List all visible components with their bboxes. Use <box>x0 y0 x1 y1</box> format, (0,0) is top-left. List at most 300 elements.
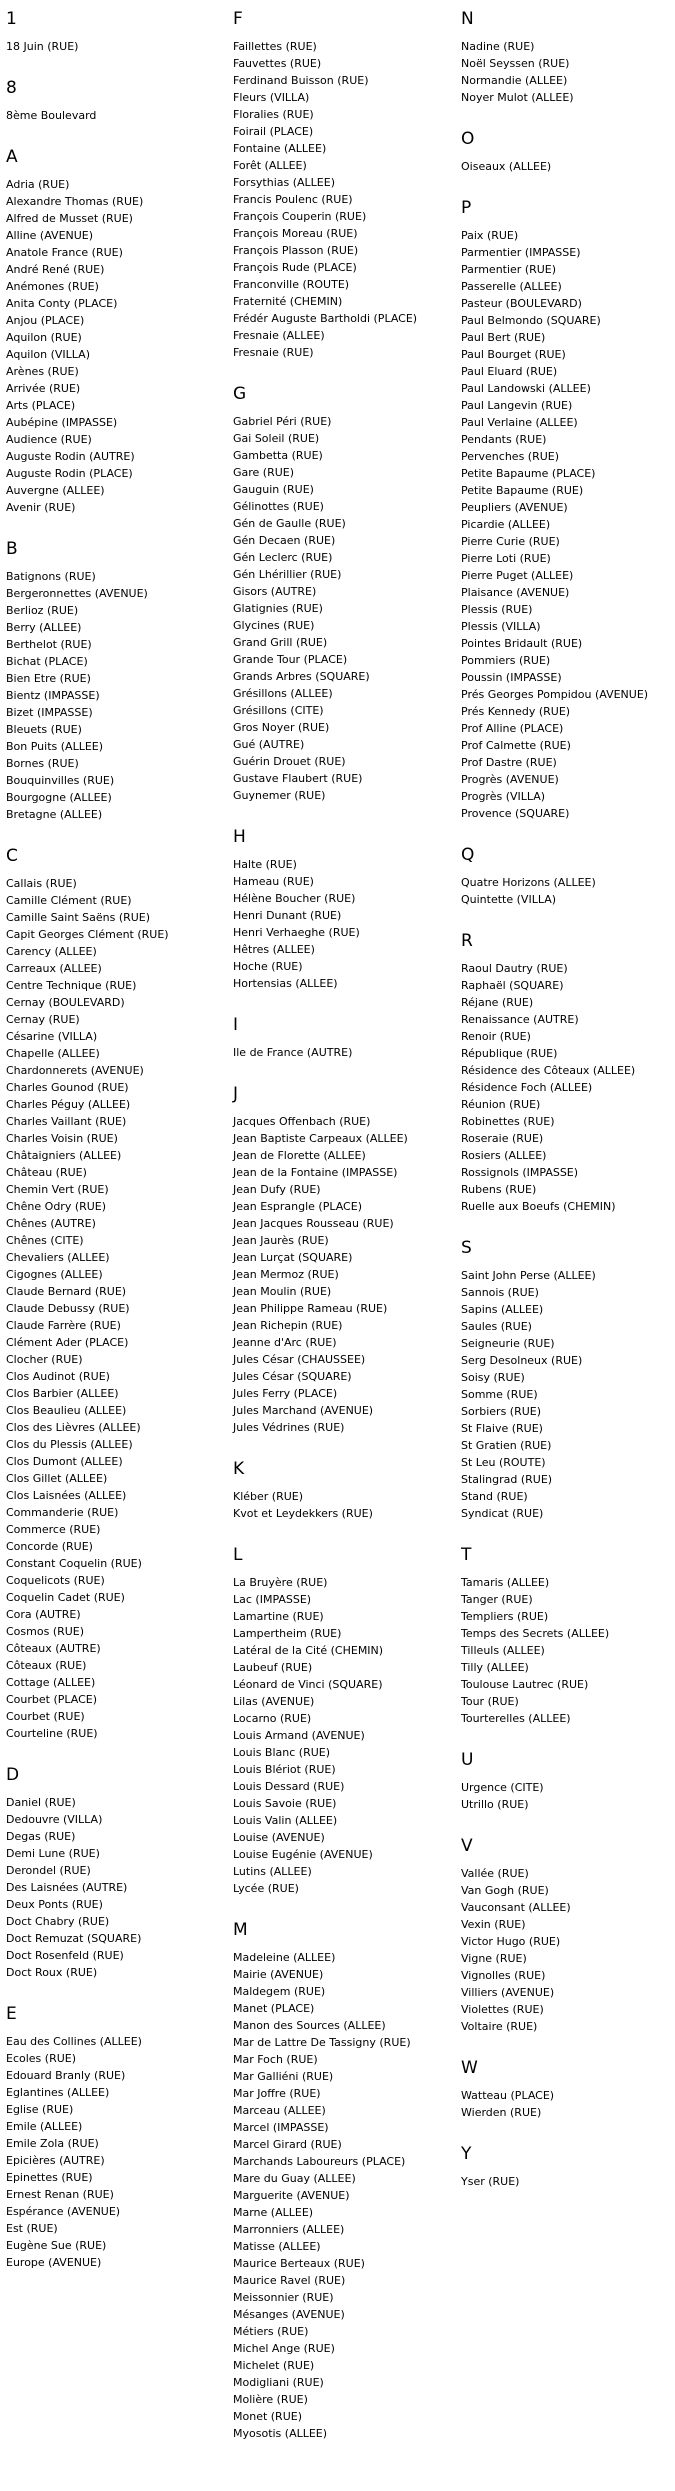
street-link[interactable]: Violettes (RUE) <box>461 2003 544 2016</box>
street-link[interactable]: Clos Dumont (ALLEE) <box>6 1455 123 1468</box>
street-link[interactable]: Cora (AUTRE) <box>6 1608 81 1621</box>
street-link[interactable]: Emile (ALLEE) <box>6 2120 83 2133</box>
street-link[interactable]: Jean Baptiste Carpeaux (ALLEE) <box>233 1132 408 1145</box>
street-link[interactable]: Watteau (PLACE) <box>461 2089 555 2102</box>
street-link[interactable]: Jean de Florette (ALLEE) <box>233 1149 366 1162</box>
street-link[interactable]: Côteaux (RUE) <box>6 1659 87 1672</box>
street-link[interactable]: Tilleuls (ALLEE) <box>461 1644 545 1657</box>
street-link[interactable]: Doct Rosenfeld (RUE) <box>6 1949 124 1962</box>
street-link[interactable]: Fresnaie (ALLEE) <box>233 329 325 342</box>
street-link[interactable]: Anjou (PLACE) <box>6 314 85 327</box>
street-link[interactable]: François Plasson (RUE) <box>233 244 359 257</box>
street-link[interactable]: Grésillons (CITE) <box>233 704 324 717</box>
street-link[interactable]: Berlioz (RUE) <box>6 604 79 617</box>
street-link[interactable]: Mar Joffre (RUE) <box>233 2087 321 2100</box>
street-link[interactable]: Cigognes (ALLEE) <box>6 1268 103 1281</box>
street-link[interactable]: Locarno (RUE) <box>233 1712 312 1725</box>
street-link[interactable]: Europe (AVENUE) <box>6 2256 102 2269</box>
street-link[interactable]: Bientz (IMPASSE) <box>6 689 100 702</box>
street-link[interactable]: Provence (SQUARE) <box>461 807 570 820</box>
street-link[interactable]: Clos Barbier (ALLEE) <box>6 1387 119 1400</box>
street-link[interactable]: Paix (RUE) <box>461 229 519 242</box>
street-link[interactable]: République (RUE) <box>461 1047 558 1060</box>
street-link[interactable]: Fleurs (VILLA) <box>233 91 310 104</box>
street-link[interactable]: Bouquinvilles (RUE) <box>6 774 115 787</box>
street-link[interactable]: Louis Savoie (RUE) <box>233 1797 337 1810</box>
street-link[interactable]: Alfred de Musset (RUE) <box>6 212 133 225</box>
street-link[interactable]: Vauconsant (ALLEE) <box>461 1901 571 1914</box>
street-link[interactable]: Deux Ponts (RUE) <box>6 1898 103 1911</box>
street-link[interactable]: Aquilon (RUE) <box>6 331 82 344</box>
street-link[interactable]: Aquilon (VILLA) <box>6 348 90 361</box>
street-link[interactable]: Manon des Sources (ALLEE) <box>233 2019 386 2032</box>
street-link[interactable]: Peupliers (AVENUE) <box>461 501 568 514</box>
street-link[interactable]: Commerce (RUE) <box>6 1523 101 1536</box>
street-link[interactable]: Victor Hugo (RUE) <box>461 1935 561 1948</box>
street-link[interactable]: Louis Blanc (RUE) <box>233 1746 331 1759</box>
street-link[interactable]: Chênes (AUTRE) <box>6 1217 96 1230</box>
street-link[interactable]: Gén Lhérillier (RUE) <box>233 568 342 581</box>
street-link[interactable]: Plessis (VILLA) <box>461 620 541 633</box>
street-link[interactable]: Métiers (RUE) <box>233 2325 309 2338</box>
street-link[interactable]: Hélène Boucher (RUE) <box>233 892 356 905</box>
street-link[interactable]: Jean Richepin (RUE) <box>233 1319 343 1332</box>
street-link[interactable]: Pierre Loti (RUE) <box>461 552 551 565</box>
street-link[interactable]: Plaisance (AVENUE) <box>461 586 570 599</box>
street-link[interactable]: Camille Clément (RUE) <box>6 894 132 907</box>
street-link[interactable]: Franconville (ROUTE) <box>233 278 350 291</box>
street-link[interactable]: Clocher (RUE) <box>6 1353 83 1366</box>
street-link[interactable]: Saint John Perse (ALLEE) <box>461 1269 596 1282</box>
street-link[interactable]: Claude Debussy (RUE) <box>6 1302 130 1315</box>
street-link[interactable]: Pierre Curie (RUE) <box>461 535 560 548</box>
street-link[interactable]: Van Gogh (RUE) <box>461 1884 549 1897</box>
street-link[interactable]: Chêne Odry (RUE) <box>6 1200 107 1213</box>
street-link[interactable]: Chemin Vert (RUE) <box>6 1183 109 1196</box>
street-link[interactable]: Chênes (CITE) <box>6 1234 84 1247</box>
street-link[interactable]: Pendants (RUE) <box>461 433 547 446</box>
street-link[interactable]: Gare (RUE) <box>233 466 295 479</box>
street-link[interactable]: Lutins (ALLEE) <box>233 1865 312 1878</box>
street-link[interactable]: Jean Esprangle (PLACE) <box>233 1200 362 1213</box>
street-link[interactable]: Prof Calmette (RUE) <box>461 739 571 752</box>
street-link[interactable]: Parmentier (RUE) <box>461 263 557 276</box>
street-link[interactable]: Jules Marchand (AVENUE) <box>233 1404 374 1417</box>
street-link[interactable]: Saules (RUE) <box>461 1320 532 1333</box>
street-link[interactable]: Epicières (AUTRE) <box>6 2154 105 2167</box>
street-link[interactable]: Louis Dessard (RUE) <box>233 1780 345 1793</box>
street-link[interactable]: Rossignols (IMPASSE) <box>461 1166 579 1179</box>
street-link[interactable]: Paul Bert (RUE) <box>461 331 546 344</box>
street-link[interactable]: Halte (RUE) <box>233 858 297 871</box>
street-link[interactable]: Arrivée (RUE) <box>6 382 81 395</box>
street-link[interactable]: Paul Eluard (RUE) <box>461 365 558 378</box>
street-link[interactable]: Normandie (ALLEE) <box>461 74 568 87</box>
street-link[interactable]: Gisors (AUTRE) <box>233 585 317 598</box>
street-link[interactable]: Daniel (RUE) <box>6 1796 76 1809</box>
street-link[interactable]: Anémones (RUE) <box>6 280 99 293</box>
street-link[interactable]: Gustave Flaubert (RUE) <box>233 772 363 785</box>
street-link[interactable]: Ferdinand Buisson (RUE) <box>233 74 369 87</box>
street-link[interactable]: Paul Landowski (ALLEE) <box>461 382 591 395</box>
street-link[interactable]: Mar Galliéni (RUE) <box>233 2070 334 2083</box>
street-link[interactable]: Commanderie (RUE) <box>6 1506 119 1519</box>
street-link[interactable]: François Moreau (RUE) <box>233 227 358 240</box>
street-link[interactable]: Aubépine (IMPASSE) <box>6 416 118 429</box>
street-link[interactable]: Eau des Collines (ALLEE) <box>6 2035 142 2048</box>
street-link[interactable]: Guynemer (RUE) <box>233 789 326 802</box>
street-link[interactable]: Matisse (ALLEE) <box>233 2240 321 2253</box>
street-link[interactable]: Marchands Laboureurs (PLACE) <box>233 2155 406 2168</box>
street-link[interactable]: Vigne (RUE) <box>461 1952 527 1965</box>
street-link[interactable]: Est (RUE) <box>6 2222 58 2235</box>
street-link[interactable]: Eglantines (ALLEE) <box>6 2086 110 2099</box>
street-link[interactable]: Châtaigniers (ALLEE) <box>6 1149 122 1162</box>
street-link[interactable]: Dedouvre (VILLA) <box>6 1813 103 1826</box>
street-link[interactable]: Degas (RUE) <box>6 1830 76 1843</box>
street-link[interactable]: Monet (RUE) <box>233 2410 302 2423</box>
street-link[interactable]: Charles Vaillant (RUE) <box>6 1115 127 1128</box>
street-link[interactable]: Chapelle (ALLEE) <box>6 1047 100 1060</box>
street-link[interactable]: Parmentier (IMPASSE) <box>461 246 581 259</box>
street-link[interactable]: Templiers (RUE) <box>461 1610 549 1623</box>
street-link[interactable]: Paul Verlaine (ALLEE) <box>461 416 578 429</box>
street-link[interactable]: Berthelot (RUE) <box>6 638 92 651</box>
street-link[interactable]: François Rude (PLACE) <box>233 261 357 274</box>
street-link[interactable]: Arènes (RUE) <box>6 365 79 378</box>
street-link[interactable]: Hêtres (ALLEE) <box>233 943 315 956</box>
street-link[interactable]: Chardonnerets (AVENUE) <box>6 1064 144 1077</box>
street-link[interactable]: Berry (ALLEE) <box>6 621 82 634</box>
street-link[interactable]: Prés Kennedy (RUE) <box>461 705 571 718</box>
street-link[interactable]: Demi Lune (RUE) <box>6 1847 100 1860</box>
street-link[interactable]: Gabriel Péri (RUE) <box>233 415 332 428</box>
street-link[interactable]: Callais (RUE) <box>6 877 77 890</box>
street-link[interactable]: Bon Puits (ALLEE) <box>6 740 104 753</box>
street-link[interactable]: Carreaux (ALLEE) <box>6 962 102 975</box>
street-link[interactable]: Courbet (PLACE) <box>6 1693 98 1706</box>
street-link[interactable]: Michel Ange (RUE) <box>233 2342 335 2355</box>
street-link[interactable]: Louis Blériot (RUE) <box>233 1763 336 1776</box>
street-link[interactable]: Rosiers (ALLEE) <box>461 1149 547 1162</box>
street-link[interactable]: Kléber (RUE) <box>233 1490 304 1503</box>
street-link[interactable]: Frédér Auguste Bartholdi (PLACE) <box>233 312 418 325</box>
street-link[interactable]: Doct Remuzat (SQUARE) <box>6 1932 142 1945</box>
street-link[interactable]: Hameau (RUE) <box>233 875 314 888</box>
street-link[interactable]: Mairie (AVENUE) <box>233 1968 324 1981</box>
street-link[interactable]: Jean Dufy (RUE) <box>233 1183 321 1196</box>
street-link[interactable]: Jean Jacques Rousseau (RUE) <box>233 1217 394 1230</box>
street-link[interactable]: Yser (RUE) <box>461 2175 520 2188</box>
street-link[interactable]: Henri Verhaeghe (RUE) <box>233 926 360 939</box>
street-link[interactable]: Centre Technique (RUE) <box>6 979 137 992</box>
street-link[interactable]: Plessis (RUE) <box>461 603 533 616</box>
street-link[interactable]: Charles Voisin (RUE) <box>6 1132 118 1145</box>
street-link[interactable]: Chevaliers (ALLEE) <box>6 1251 110 1264</box>
street-link[interactable]: Vexin (RUE) <box>461 1918 526 1931</box>
street-link[interactable]: Clos du Plessis (ALLEE) <box>6 1438 133 1451</box>
street-link[interactable]: Adria (RUE) <box>6 178 70 191</box>
street-link[interactable]: Roseraie (RUE) <box>461 1132 544 1145</box>
street-link[interactable]: Seigneurie (RUE) <box>461 1337 555 1350</box>
street-link[interactable]: Hortensias (ALLEE) <box>233 977 338 990</box>
street-link[interactable]: Batignons (RUE) <box>6 570 96 583</box>
street-link[interactable]: Jean Philippe Rameau (RUE) <box>233 1302 388 1315</box>
street-link[interactable]: Quatre Horizons (ALLEE) <box>461 876 596 889</box>
street-link[interactable]: Auguste Rodin (AUTRE) <box>6 450 135 463</box>
street-link[interactable]: Marcel Girard (RUE) <box>233 2138 342 2151</box>
street-link[interactable]: Ernest Renan (RUE) <box>6 2188 114 2201</box>
street-link[interactable]: Réjane (RUE) <box>461 996 534 1009</box>
street-link[interactable]: Prés Georges Pompidou (AVENUE) <box>461 688 649 701</box>
street-link[interactable]: Claude Bernard (RUE) <box>6 1285 127 1298</box>
street-link[interactable]: Arts (PLACE) <box>6 399 76 412</box>
street-link[interactable]: Fontaine (ALLEE) <box>233 142 327 155</box>
street-link[interactable]: Louis Valin (ALLEE) <box>233 1814 338 1827</box>
street-link[interactable]: Villiers (AVENUE) <box>461 1986 555 1999</box>
street-link[interactable]: Château (RUE) <box>6 1166 87 1179</box>
street-link[interactable]: Latéral de la Cité (CHEMIN) <box>233 1644 384 1657</box>
street-link[interactable]: Edouard Branly (RUE) <box>6 2069 126 2082</box>
street-link[interactable]: Serg Desolneux (RUE) <box>461 1354 583 1367</box>
street-link[interactable]: Foirail (PLACE) <box>233 125 314 138</box>
street-link[interactable]: Césarine (VILLA) <box>6 1030 98 1043</box>
street-link[interactable]: Prof Dastre (RUE) <box>461 756 557 769</box>
street-link[interactable]: Toulouse Lautrec (RUE) <box>461 1678 589 1691</box>
street-link[interactable]: Somme (RUE) <box>461 1388 538 1401</box>
street-link[interactable]: Myosotis (ALLEE) <box>233 2427 328 2440</box>
street-link[interactable]: Quintette (VILLA) <box>461 893 557 906</box>
street-link[interactable]: Résidence Foch (ALLEE) <box>461 1081 593 1094</box>
street-link[interactable]: Jean Jaurès (RUE) <box>233 1234 329 1247</box>
street-link[interactable]: Meissonnier (RUE) <box>233 2291 334 2304</box>
street-link[interactable]: Bien Etre (RUE) <box>6 672 91 685</box>
street-link[interactable]: Camille Saint Saëns (RUE) <box>6 911 151 924</box>
street-link[interactable]: Ruelle aux Boeufs (CHEMIN) <box>461 1200 616 1213</box>
street-link[interactable]: Lilas (AVENUE) <box>233 1695 315 1708</box>
street-link[interactable]: Sapins (ALLEE) <box>461 1303 544 1316</box>
street-link[interactable]: Laubeuf (RUE) <box>233 1661 313 1674</box>
street-link[interactable]: Grande Tour (PLACE) <box>233 653 348 666</box>
street-link[interactable]: Claude Farrère (RUE) <box>6 1319 121 1332</box>
street-link[interactable]: Bleuets (RUE) <box>6 723 82 736</box>
street-link[interactable]: Réunion (RUE) <box>461 1098 541 1111</box>
street-link[interactable]: Jean Moulin (RUE) <box>233 1285 332 1298</box>
street-link[interactable]: Louis Armand (AVENUE) <box>233 1729 365 1742</box>
street-link[interactable]: Lycée (RUE) <box>233 1882 299 1895</box>
street-link[interactable]: Pointes Bridault (RUE) <box>461 637 583 650</box>
street-link[interactable]: Mar Foch (RUE) <box>233 2053 318 2066</box>
street-link[interactable]: Alline (AVENUE) <box>6 229 94 242</box>
street-link[interactable]: Louise Eugénie (AVENUE) <box>233 1848 373 1861</box>
street-link[interactable]: Léonard de Vinci (SQUARE) <box>233 1678 383 1691</box>
street-link[interactable]: Guérin Drouet (RUE) <box>233 755 346 768</box>
street-link[interactable]: Progrès (AVENUE) <box>461 773 559 786</box>
street-link[interactable]: Jules Ferry (PLACE) <box>233 1387 338 1400</box>
street-link[interactable]: Mar de Lattre De Tassigny (RUE) <box>233 2036 411 2049</box>
street-link[interactable]: Derondel (RUE) <box>6 1864 91 1877</box>
street-link[interactable]: Madeleine (ALLEE) <box>233 1951 336 1964</box>
street-link[interactable]: Henri Dunant (RUE) <box>233 909 342 922</box>
street-link[interactable]: Maldegem (RUE) <box>233 1985 326 1998</box>
street-link[interactable]: Noël Seyssen (RUE) <box>461 57 570 70</box>
street-link[interactable]: Vignolles (RUE) <box>461 1969 546 1982</box>
street-link[interactable]: Gén de Gaulle (RUE) <box>233 517 346 530</box>
street-link[interactable]: Forsythias (ALLEE) <box>233 176 336 189</box>
street-link[interactable]: Jean Mermoz (RUE) <box>233 1268 339 1281</box>
street-link[interactable]: Voltaire (RUE) <box>461 2020 538 2033</box>
street-link[interactable]: Stalingrad (RUE) <box>461 1473 553 1486</box>
street-link[interactable]: Jeanne d'Arc (RUE) <box>233 1336 337 1349</box>
street-link[interactable]: Bourgogne (ALLEE) <box>6 791 112 804</box>
street-link[interactable]: Jacques Offenbach (RUE) <box>233 1115 371 1128</box>
street-link[interactable]: Modigliani (RUE) <box>233 2376 324 2389</box>
street-link[interactable]: Carency (ALLEE) <box>6 945 97 958</box>
street-link[interactable]: Rubens (RUE) <box>461 1183 537 1196</box>
street-link[interactable]: Jules César (CHAUSSEE) <box>233 1353 366 1366</box>
street-link[interactable]: Petite Bapaume (PLACE) <box>461 467 596 480</box>
street-link[interactable]: Maurice Berteaux (RUE) <box>233 2257 365 2270</box>
street-link[interactable]: Gén Decaen (RUE) <box>233 534 336 547</box>
street-link[interactable]: Doct Chabry (RUE) <box>6 1915 110 1928</box>
street-link[interactable]: Stand (RUE) <box>461 1490 528 1503</box>
street-link[interactable]: Louise (AVENUE) <box>233 1831 325 1844</box>
street-link[interactable]: Sorbiers (RUE) <box>461 1405 542 1418</box>
street-link[interactable]: Emile Zola (RUE) <box>6 2137 99 2150</box>
street-link[interactable]: Michelet (RUE) <box>233 2359 315 2372</box>
street-link[interactable]: Audience (RUE) <box>6 433 92 446</box>
street-link[interactable]: Jules Védrines (RUE) <box>233 1421 345 1434</box>
street-link[interactable]: St Flaive (RUE) <box>461 1422 543 1435</box>
street-link[interactable]: Clos Audinot (RUE) <box>6 1370 110 1383</box>
street-link[interactable]: Auguste Rodin (PLACE) <box>6 467 133 480</box>
street-link[interactable]: Lamartine (RUE) <box>233 1610 324 1623</box>
street-link[interactable]: Anita Conty (PLACE) <box>6 297 118 310</box>
street-link[interactable]: Floralies (RUE) <box>233 108 314 121</box>
street-link[interactable]: Coquelicots (RUE) <box>6 1574 105 1587</box>
street-link[interactable]: Bizet (IMPASSE) <box>6 706 93 719</box>
street-link[interactable]: Alexandre Thomas (RUE) <box>6 195 144 208</box>
street-link[interactable]: Soisy (RUE) <box>461 1371 525 1384</box>
street-link[interactable]: Paul Belmondo (SQUARE) <box>461 314 601 327</box>
street-link[interactable]: Paul Bourget (RUE) <box>461 348 566 361</box>
street-link[interactable]: Epinettes (RUE) <box>6 2171 93 2184</box>
street-link[interactable]: Fresnaie (RUE) <box>233 346 314 359</box>
street-link[interactable]: Picardie (ALLEE) <box>461 518 551 531</box>
street-link[interactable]: Glycines (RUE) <box>233 619 315 632</box>
street-link[interactable]: Anatole France (RUE) <box>6 246 123 259</box>
street-link[interactable]: Bornes (RUE) <box>6 757 79 770</box>
street-link[interactable]: Temps des Secrets (ALLEE) <box>461 1627 610 1640</box>
street-link[interactable]: Renoir (RUE) <box>461 1030 531 1043</box>
street-link[interactable]: Grand Grill (RUE) <box>233 636 328 649</box>
street-link[interactable]: Paul Langevin (RUE) <box>461 399 573 412</box>
street-link[interactable]: Marronniers (ALLEE) <box>233 2223 345 2236</box>
street-link[interactable]: Passerelle (ALLEE) <box>461 280 562 293</box>
street-link[interactable]: Pierre Puget (ALLEE) <box>461 569 574 582</box>
street-link[interactable]: Charles Péguy (ALLEE) <box>6 1098 131 1111</box>
street-link[interactable]: Bergeronnettes (AVENUE) <box>6 587 148 600</box>
street-link[interactable]: Clos Laisnées (ALLEE) <box>6 1489 127 1502</box>
street-link[interactable]: Cosmos (RUE) <box>6 1625 85 1638</box>
street-link[interactable]: Oiseaux (ALLEE) <box>461 160 552 173</box>
street-link[interactable]: Grésillons (ALLEE) <box>233 687 333 700</box>
street-link[interactable]: Fraternité (CHEMIN) <box>233 295 343 308</box>
street-link[interactable]: Nadine (RUE) <box>461 40 535 53</box>
street-link[interactable]: Coquelin Cadet (RUE) <box>6 1591 125 1604</box>
street-link[interactable]: Petite Bapaume (RUE) <box>461 484 584 497</box>
street-link[interactable]: Clément Ader (PLACE) <box>6 1336 129 1349</box>
street-link[interactable]: Tilly (ALLEE) <box>461 1661 529 1674</box>
street-link[interactable]: Kvot et Leydekkers (RUE) <box>233 1507 373 1520</box>
street-link[interactable]: Cernay (RUE) <box>6 1013 80 1026</box>
street-link[interactable]: Jean de la Fontaine (IMPASSE) <box>233 1166 398 1179</box>
street-link[interactable]: Urgence (CITE) <box>461 1781 544 1794</box>
street-link[interactable]: Marcel (IMPASSE) <box>233 2121 329 2134</box>
street-link[interactable]: Marguerite (AVENUE) <box>233 2189 350 2202</box>
street-link[interactable]: Molière (RUE) <box>233 2393 308 2406</box>
street-link[interactable]: Faillettes (RUE) <box>233 40 317 53</box>
street-link[interactable]: Pommiers (RUE) <box>461 654 551 667</box>
street-link[interactable]: Des Laisnées (AUTRE) <box>6 1881 128 1894</box>
street-link[interactable]: Gué (AUTRE) <box>233 738 305 751</box>
street-link[interactable]: Courteline (RUE) <box>6 1727 98 1740</box>
street-link[interactable]: Gambetta (RUE) <box>233 449 323 462</box>
street-link[interactable]: Charles Gounod (RUE) <box>6 1081 129 1094</box>
street-link[interactable]: 8ème Boulevard <box>6 109 97 122</box>
street-link[interactable]: Sannois (RUE) <box>461 1286 539 1299</box>
street-link[interactable]: Mare du Guay (ALLEE) <box>233 2172 356 2185</box>
street-link[interactable]: André René (RUE) <box>6 263 105 276</box>
street-link[interactable]: Prof Alline (PLACE) <box>461 722 564 735</box>
street-link[interactable]: Ile de France (AUTRE) <box>233 1046 353 1059</box>
street-link[interactable]: Utrillo (RUE) <box>461 1798 529 1811</box>
street-link[interactable]: St Leu (ROUTE) <box>461 1456 546 1469</box>
street-link[interactable]: St Gratien (RUE) <box>461 1439 552 1452</box>
street-link[interactable]: Poussin (IMPASSE) <box>461 671 562 684</box>
street-link[interactable]: Concorde (RUE) <box>6 1540 93 1553</box>
street-link[interactable]: Wierden (RUE) <box>461 2106 542 2119</box>
street-link[interactable]: Lampertheim (RUE) <box>233 1627 342 1640</box>
street-link[interactable]: Pasteur (BOULEVARD) <box>461 297 582 310</box>
street-link[interactable]: Syndicat (RUE) <box>461 1507 544 1520</box>
street-link[interactable]: Lac (IMPASSE) <box>233 1593 312 1606</box>
street-link[interactable]: Marne (ALLEE) <box>233 2206 314 2219</box>
street-link[interactable]: Résidence des Côteaux (ALLEE) <box>461 1064 636 1077</box>
street-link[interactable]: Constant Coquelin (RUE) <box>6 1557 142 1570</box>
street-link[interactable]: Grands Arbres (SQUARE) <box>233 670 370 683</box>
street-link[interactable]: Tourterelles (ALLEE) <box>461 1712 571 1725</box>
street-link[interactable]: Progrès (VILLA) <box>461 790 546 803</box>
street-link[interactable]: Renaissance (AUTRE) <box>461 1013 579 1026</box>
street-link[interactable]: Avenir (RUE) <box>6 501 76 514</box>
street-link[interactable]: Gén Leclerc (RUE) <box>233 551 333 564</box>
street-link[interactable]: Eugène Sue (RUE) <box>6 2239 107 2252</box>
street-link[interactable]: Clos des Lièvres (ALLEE) <box>6 1421 141 1434</box>
street-link[interactable]: Cottage (ALLEE) <box>6 1676 96 1689</box>
street-link[interactable]: Bichat (PLACE) <box>6 655 88 668</box>
street-link[interactable]: Manet (PLACE) <box>233 2002 315 2015</box>
street-link[interactable]: Courbet (RUE) <box>6 1710 85 1723</box>
street-link[interactable]: Pervenches (RUE) <box>461 450 560 463</box>
street-link[interactable]: Raphaël (SQUARE) <box>461 979 564 992</box>
street-link[interactable]: Noyer Mulot (ALLEE) <box>461 91 574 104</box>
street-link[interactable]: Cernay (BOULEVARD) <box>6 996 125 1009</box>
street-link[interactable]: Vallée (RUE) <box>461 1867 529 1880</box>
street-link[interactable]: Clos Beaulieu (ALLEE) <box>6 1404 127 1417</box>
street-link[interactable]: Maurice Ravel (RUE) <box>233 2274 346 2287</box>
street-link[interactable]: Jules César (SQUARE) <box>233 1370 352 1383</box>
